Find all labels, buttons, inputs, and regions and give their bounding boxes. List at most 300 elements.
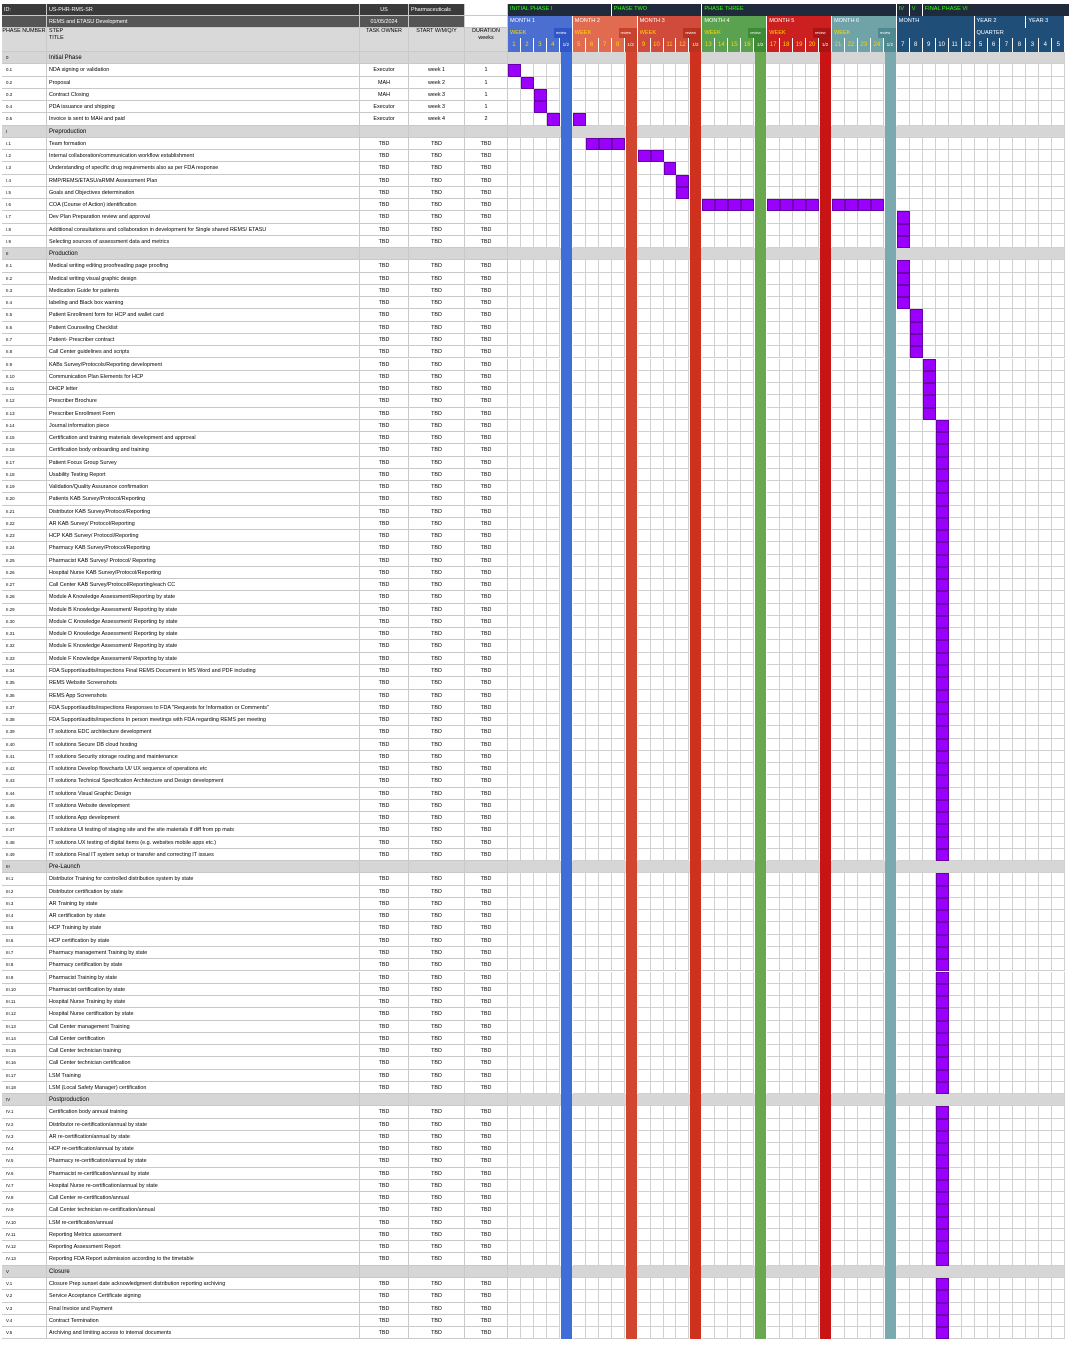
timeline-cell: [988, 187, 1001, 199]
table-row: [2, 260, 508, 272]
timeline-cell: [975, 1168, 988, 1180]
task-owner: TBD: [360, 150, 409, 162]
timeline-cell: [780, 89, 793, 101]
timeline-cell: [871, 457, 884, 469]
task-owner: TBD: [360, 211, 409, 223]
timeline-cell: [651, 812, 664, 824]
timeline-cell: [715, 1131, 728, 1143]
timeline-cell: [586, 506, 599, 518]
timeline-cell: [547, 101, 560, 113]
timeline-cell: [612, 640, 625, 652]
timeline-cell: [741, 408, 754, 420]
timeline-cell: [975, 567, 988, 579]
timeline-cell: [573, 1143, 586, 1155]
timeline-cell: [858, 739, 871, 751]
timeline-cell: [599, 420, 612, 432]
timeline-cell: [793, 959, 806, 971]
timeline-cell: [897, 763, 910, 775]
timeline-cell: [508, 1303, 521, 1315]
timeline-cell: [897, 1327, 910, 1339]
timeline-cell: [780, 457, 793, 469]
timeline-cell: [586, 800, 599, 812]
timeline-cell: [1039, 1204, 1052, 1216]
timeline-cell: [975, 1082, 988, 1094]
phase-band: PHASE THREE: [702, 4, 896, 16]
timeline-cell: [897, 150, 910, 162]
timeline-cell: [897, 567, 910, 579]
timeline-cell: [676, 886, 689, 898]
timeline-cell: [923, 665, 936, 677]
task-owner: TBD: [360, 1143, 409, 1155]
timeline-cell: [897, 579, 910, 591]
timeline-cell: [1039, 211, 1052, 223]
timeline-cell: [832, 77, 845, 89]
duration: TBD: [465, 591, 508, 603]
timeline-cell: [534, 1119, 547, 1131]
timeline-cell: [858, 273, 871, 285]
timeline-cell: [741, 628, 754, 640]
timeline-cell: [871, 113, 884, 125]
timeline-cell: [728, 751, 741, 763]
timeline-cell: [858, 444, 871, 456]
timeline-cell: [767, 1327, 780, 1339]
timeline-cell: [858, 616, 871, 628]
timeline-cell: [923, 959, 936, 971]
timeline-cell: [508, 309, 521, 321]
step-title: LSM (Local Safety Manager) certification: [47, 1082, 360, 1094]
timeline-cell: [521, 334, 534, 346]
timeline-cell: [1013, 236, 1026, 248]
start-time: TBD: [409, 972, 465, 984]
timeline-cell: [521, 1278, 534, 1290]
table-row: [2, 1229, 508, 1241]
timeline-cell: [949, 224, 962, 236]
timeline-cell: [897, 910, 910, 922]
timeline-cell: [715, 714, 728, 726]
timeline-cell: [508, 432, 521, 444]
timeline-cell: [793, 1070, 806, 1082]
timeline-cell: [1013, 849, 1026, 861]
timeline-cell: [638, 175, 651, 187]
timeline-cell: [1039, 224, 1052, 236]
duration: TBD: [465, 322, 508, 334]
duration: TBD: [465, 432, 508, 444]
timeline-cell: [508, 457, 521, 469]
timeline-cell: [586, 1229, 599, 1241]
timeline-cell: [767, 1033, 780, 1045]
timeline-cell: [1000, 873, 1013, 885]
timeline-cell: [832, 1057, 845, 1069]
table-row: [2, 444, 508, 456]
phase-number: III.2: [2, 886, 47, 898]
timeline-cell: [910, 432, 923, 444]
timeline-cell: [728, 1033, 741, 1045]
timeline-cell: [1000, 763, 1013, 775]
timeline-cell: [1013, 751, 1026, 763]
timeline-cell: [871, 886, 884, 898]
phase-number: II.4: [2, 297, 47, 309]
table-row: [2, 481, 508, 493]
timeline-cell: [780, 113, 793, 125]
timeline-cell: [806, 432, 819, 444]
timeline-cell: [1013, 579, 1026, 591]
phase-number: I.9: [2, 236, 47, 248]
timeline-cell: [845, 579, 858, 591]
timeline-cell: [988, 101, 1001, 113]
timeline-cell: [676, 751, 689, 763]
task-duration-mark: [599, 138, 612, 150]
timeline-cell: [1052, 665, 1065, 677]
timeline-cell: [651, 199, 664, 211]
timeline-cell: [715, 297, 728, 309]
timeline-cell: [715, 1008, 728, 1020]
timeline-cell: [741, 812, 754, 824]
timeline-cell: [664, 285, 677, 297]
timeline-cell: [806, 211, 819, 223]
task-owner: TBD: [360, 359, 409, 371]
timeline-cell: [988, 628, 1001, 640]
timeline-cell: [702, 1217, 715, 1229]
timeline-cell: [612, 653, 625, 665]
timeline-cell: [832, 518, 845, 530]
timeline-cell: [1052, 775, 1065, 787]
timeline-cell: [508, 653, 521, 665]
table-row: [2, 383, 508, 395]
review-milestone-bar: [820, 52, 831, 1339]
timeline-cell: [508, 1143, 521, 1155]
timeline-cell: [936, 175, 949, 187]
timeline-cell: [845, 346, 858, 358]
timeline-cell: [573, 371, 586, 383]
timeline-cell: [988, 1143, 1001, 1155]
timeline-cell: [651, 493, 664, 505]
timeline-cell: [676, 542, 689, 554]
timeline-cell: [962, 1253, 975, 1265]
timeline-cell: [676, 1045, 689, 1057]
timeline-cell: [534, 935, 547, 947]
timeline-cell: [793, 1290, 806, 1302]
timeline-cell: [975, 959, 988, 971]
timeline-cell: [1026, 64, 1039, 76]
start-time: TBD: [409, 1180, 465, 1192]
task-duration-mark: [897, 224, 910, 236]
task-owner: TBD: [360, 1217, 409, 1229]
timeline-cell: [806, 1082, 819, 1094]
timeline-cell: [547, 702, 560, 714]
timeline-cell: [910, 1217, 923, 1229]
timeline-cell: [910, 763, 923, 775]
step-title: Additional consultations and collaboration in development for Single shared REMS/ ETASU: [47, 224, 360, 236]
timeline-cell: [832, 383, 845, 395]
timeline-column-label: 1/2: [625, 38, 638, 52]
timeline-cell: [741, 1192, 754, 1204]
timeline-cell: [923, 604, 936, 616]
timeline-cell: [573, 64, 586, 76]
timeline-cell: [521, 150, 534, 162]
timeline-cell: [1000, 236, 1013, 248]
timeline-cell: [949, 444, 962, 456]
timeline-cell: [664, 1278, 677, 1290]
timeline-cell: [897, 457, 910, 469]
timeline-cell: [599, 714, 612, 726]
timeline-cell: [664, 591, 677, 603]
timeline-cell: [612, 211, 625, 223]
timeline-cell: [845, 591, 858, 603]
step-title: IT solutions Website development: [47, 800, 360, 812]
table-row: [2, 334, 508, 346]
timeline-cell: [1039, 64, 1052, 76]
timeline-cell: [702, 972, 715, 984]
timeline-cell: [599, 150, 612, 162]
duration: TBD: [465, 162, 508, 174]
task-owner: TBD: [360, 996, 409, 1008]
timeline-cell: [599, 493, 612, 505]
timeline-cell: [897, 359, 910, 371]
timeline-cell: [858, 604, 871, 616]
timeline-cell: [923, 690, 936, 702]
timeline-cell: [975, 224, 988, 236]
step-title: Pharmacist re-certification/annual by state: [47, 1168, 360, 1180]
timeline-cell: [975, 714, 988, 726]
timeline-cell: [975, 469, 988, 481]
timeline-cell: [573, 1119, 586, 1131]
timeline-cell: [638, 812, 651, 824]
timeline-cell: [599, 788, 612, 800]
timeline-cell: [845, 530, 858, 542]
timeline-cell: [988, 359, 1001, 371]
task-owner: TBD: [360, 800, 409, 812]
timeline-cell: [780, 1327, 793, 1339]
timeline-cell: [728, 1303, 741, 1315]
timeline-cell: [1000, 653, 1013, 665]
timeline-cell: [871, 604, 884, 616]
table-row: [2, 346, 508, 358]
timeline-cell: [728, 1327, 741, 1339]
timeline-cell: [741, 579, 754, 591]
task-duration-mark: [910, 334, 923, 346]
timeline-cell: [1039, 910, 1052, 922]
task-owner: TBD: [360, 236, 409, 248]
timeline-column-label: 18: [780, 38, 793, 52]
timeline-cell: [534, 542, 547, 554]
timeline-column-label: 7: [897, 38, 910, 52]
timeline-cell: [521, 260, 534, 272]
timeline-cell: [586, 346, 599, 358]
timeline-cell: [923, 297, 936, 309]
timeline-cell: [806, 285, 819, 297]
timeline-cell: [1000, 408, 1013, 420]
timeline-cell: [1052, 395, 1065, 407]
timeline-cell: [845, 1327, 858, 1339]
timeline-cell: [586, 150, 599, 162]
timeline-cell: [871, 408, 884, 420]
timeline-cell: [806, 138, 819, 150]
timeline-cell: [780, 1229, 793, 1241]
timeline-cell: [741, 640, 754, 652]
timeline-cell: [676, 726, 689, 738]
timeline-cell: [1026, 665, 1039, 677]
timeline-cell: [586, 849, 599, 861]
timeline-cell: [1026, 383, 1039, 395]
task-owner: TBD: [360, 1180, 409, 1192]
timeline-cell: [949, 530, 962, 542]
timeline-cell: [1039, 175, 1052, 187]
duration: TBD: [465, 665, 508, 677]
timeline-cell: [975, 64, 988, 76]
timeline-cell: [1026, 947, 1039, 959]
task-owner: TBD: [360, 751, 409, 763]
timeline-cell: [936, 297, 949, 309]
timeline-cell: [728, 959, 741, 971]
timeline-cell: [897, 346, 910, 358]
timeline-cell: [664, 616, 677, 628]
timeline-cell: [793, 653, 806, 665]
timeline-cell: [871, 775, 884, 787]
timeline-cell: [676, 677, 689, 689]
timeline-cell: [586, 493, 599, 505]
timeline-cell: [871, 1192, 884, 1204]
timeline-cell: [858, 1290, 871, 1302]
timeline-cell: [1039, 1327, 1052, 1339]
timeline-cell: [1039, 187, 1052, 199]
phase-number: II.30: [2, 616, 47, 628]
timeline-cell: [638, 591, 651, 603]
timeline-cell: [547, 1229, 560, 1241]
timeline-cell: [832, 665, 845, 677]
timeline-cell: [728, 837, 741, 849]
timeline-cell: [988, 542, 1001, 554]
timeline-cell: [988, 1021, 1001, 1033]
timeline-cell: [599, 616, 612, 628]
timeline-cell: [651, 1303, 664, 1315]
timeline-cell: [845, 751, 858, 763]
timeline-cell: [715, 506, 728, 518]
timeline-cell: [1039, 873, 1052, 885]
timeline-cell: [962, 555, 975, 567]
timeline-cell: [1026, 555, 1039, 567]
phase-number: V.3: [2, 1303, 47, 1315]
timeline-cell: [651, 1057, 664, 1069]
timeline-cell: [599, 1033, 612, 1045]
timeline-cell: [936, 408, 949, 420]
timeline-cell: [949, 77, 962, 89]
timeline-cell: [988, 800, 1001, 812]
task-duration-mark: [936, 640, 949, 652]
task-owner: TBD: [360, 1168, 409, 1180]
phase-number: II.41: [2, 751, 47, 763]
step-title: Hospital Nurse KAB Survey/Protocol/Reporting: [47, 567, 360, 579]
timeline-cell: [638, 77, 651, 89]
timeline-cell: [871, 555, 884, 567]
task-owner: TBD: [360, 1253, 409, 1265]
timeline-cell: [1039, 984, 1052, 996]
timeline-cell: [832, 432, 845, 444]
start-time: TBD: [409, 1131, 465, 1143]
timeline-cell: [638, 910, 651, 922]
start-time: TBD: [409, 935, 465, 947]
phase-number: II.5: [2, 309, 47, 321]
timeline-cell: [767, 873, 780, 885]
timeline-cell: [962, 1033, 975, 1045]
timeline-cell: [767, 984, 780, 996]
step-title: Distributor re-certification/annual by state: [47, 1119, 360, 1131]
timeline-cell: [949, 113, 962, 125]
timeline-cell: [910, 506, 923, 518]
timeline-cell: [573, 898, 586, 910]
timeline-cell: [845, 775, 858, 787]
timeline-cell: [638, 493, 651, 505]
timeline-cell: [741, 334, 754, 346]
timeline-cell: [988, 493, 1001, 505]
timeline-cell: [767, 273, 780, 285]
timeline-cell: [651, 1082, 664, 1094]
timeline-cell: [767, 788, 780, 800]
timeline-cell: [832, 837, 845, 849]
timeline-cell: [936, 162, 949, 174]
timeline-cell: [1000, 273, 1013, 285]
timeline-cell: [508, 1229, 521, 1241]
timeline-cell: [949, 1008, 962, 1020]
timeline-cell: [638, 359, 651, 371]
timeline-cell: [728, 506, 741, 518]
timeline-cell: [573, 972, 586, 984]
timeline-cell: [949, 150, 962, 162]
timeline-cell: [715, 677, 728, 689]
timeline-cell: [871, 420, 884, 432]
timeline-cell: [1026, 162, 1039, 174]
week-label: WEEK: [573, 28, 625, 38]
timeline-cell: [638, 935, 651, 947]
timeline-cell: [858, 211, 871, 223]
timeline-cell: [702, 175, 715, 187]
timeline-cell: [949, 89, 962, 101]
timeline-cell: [638, 824, 651, 836]
timeline-cell: [728, 395, 741, 407]
start-time: TBD: [409, 408, 465, 420]
timeline-cell: [728, 984, 741, 996]
timeline-cell: [923, 309, 936, 321]
timeline-cell: [1052, 1303, 1065, 1315]
timeline-cell: [651, 309, 664, 321]
task-owner: TBD: [360, 420, 409, 432]
timeline-cell: [780, 1057, 793, 1069]
timeline-cell: [962, 1241, 975, 1253]
timeline-cell: [651, 579, 664, 591]
timeline-cell: [949, 1278, 962, 1290]
timeline-cell: [832, 788, 845, 800]
timeline-cell: [534, 444, 547, 456]
timeline-cell: [573, 420, 586, 432]
table-row: [2, 1192, 508, 1204]
table-row: [2, 420, 508, 432]
timeline-cell: [793, 1106, 806, 1118]
timeline-cell: [936, 89, 949, 101]
timeline-cell: [897, 408, 910, 420]
timeline-cell: [845, 371, 858, 383]
timeline-cell: [547, 518, 560, 530]
timeline-cell: [832, 1229, 845, 1241]
timeline-cell: [547, 371, 560, 383]
timeline-cell: [962, 64, 975, 76]
timeline-cell: [728, 677, 741, 689]
timeline-cell: [638, 690, 651, 702]
timeline-cell: [871, 1021, 884, 1033]
timeline-cell: [988, 898, 1001, 910]
timeline-cell: [586, 726, 599, 738]
timeline-cell: [534, 224, 547, 236]
step-title: DHCP letter: [47, 383, 360, 395]
timeline-cell: [534, 383, 547, 395]
